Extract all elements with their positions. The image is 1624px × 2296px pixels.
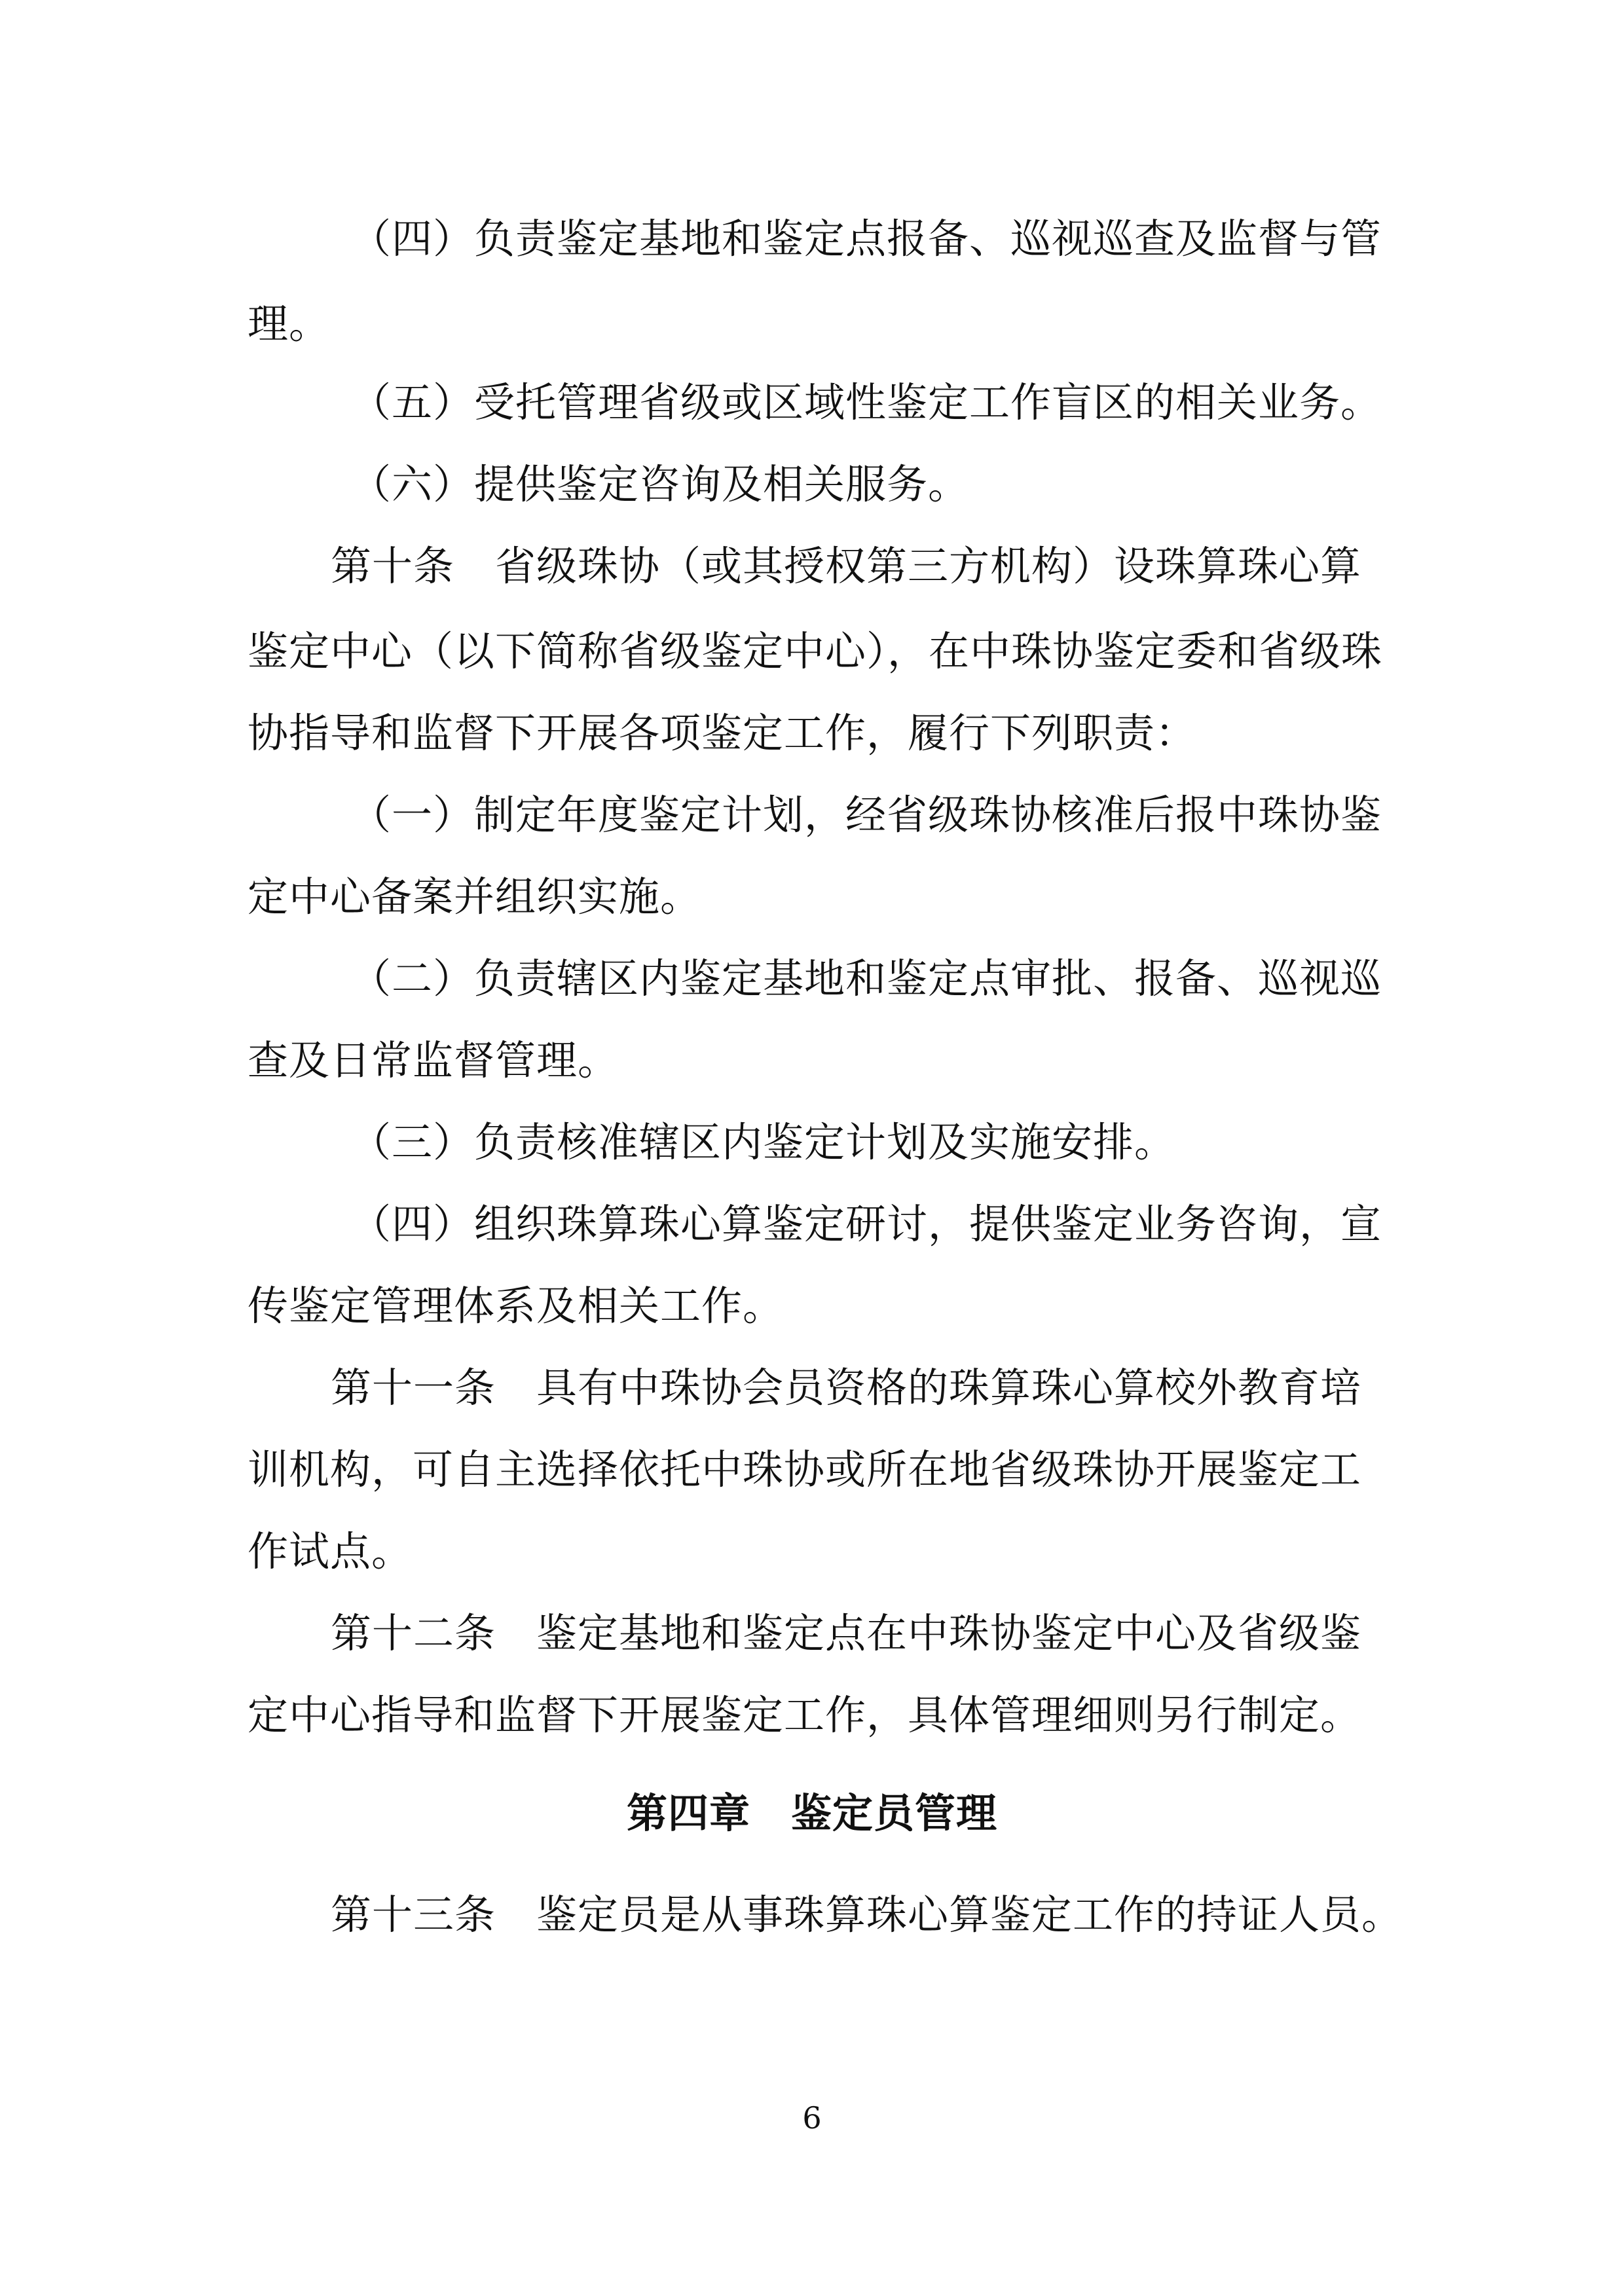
article-10-number: 第十条 <box>331 542 455 590</box>
text-line-9: 定中心备案并组织实施。 <box>248 873 702 920</box>
chapter-title: 鉴定员管理 <box>791 1789 998 1837</box>
article-12-line-1 <box>331 1588 1361 1679</box>
text-line-17: 作试点。 <box>248 1527 413 1575</box>
text-line-8: （一）制定年度鉴定计划，经省级珠协核准后报中珠协鉴 <box>350 791 1382 839</box>
article-11-number: 第十一条 <box>331 1364 496 1412</box>
text-line-6: 鉴定中心（以下简称省级鉴定中心），在中珠协鉴定委和省级珠 <box>248 627 1383 675</box>
text-line-3: （五）受托管理省级或区域性鉴定工作盲区的相关业务。 <box>350 378 1382 426</box>
chapter-heading <box>0 1768 1624 1859</box>
article-13-number: 第十三条 <box>331 1891 496 1939</box>
text-line-19: 定中心指导和监督下开展鉴定工作，具体管理细则另行制定。 <box>248 1691 1362 1739</box>
article-12-number: 第十二条 <box>331 1609 496 1657</box>
article-13-text: 鉴定员是从事珠算珠心算鉴定工作的持证人员。 <box>536 1891 1403 1939</box>
text-line-7: 协指导和监督下开展各项鉴定工作，履行下列职责： <box>248 709 1197 757</box>
text-line-12: （三）负责核准辖区内鉴定计划及实施安排。 <box>350 1118 1176 1166</box>
text-line-1: （四）负责鉴定基地和鉴定点报备、巡视巡查及监督与管 <box>350 215 1382 263</box>
chapter-number: 第四章 <box>626 1789 750 1837</box>
page-number: 6 <box>802 2100 822 2136</box>
text-line-16: 训机构，可自主选择依托中珠协或所在地省级珠协开展鉴定工 <box>248 1446 1362 1493</box>
text-line-11: 查及日常监督管理。 <box>248 1036 619 1084</box>
text-line-2: 理。 <box>248 300 331 348</box>
article-12-text: 鉴定基地和鉴定点在中珠协鉴定中心及省级鉴 <box>536 1609 1362 1657</box>
article-11-line-1 <box>331 1342 1361 1434</box>
article-13-line-1 <box>331 1869 1403 1961</box>
text-line-10: （二）负责辖区内鉴定基地和鉴定点审批、报备、巡视巡 <box>350 955 1382 1002</box>
article-10-line-1 <box>331 520 1361 612</box>
text-line-4: （六）提供鉴定咨询及相关服务。 <box>350 460 970 508</box>
article-10-text: 省级珠协（或其授权第三方机构）设珠算珠心算 <box>495 542 1362 590</box>
text-line-14: 传鉴定管理体系及相关工作。 <box>248 1282 784 1330</box>
article-11-text: 具有中珠协会员资格的珠算珠心算校外教育培 <box>536 1364 1362 1412</box>
text-line-13: （四）组织珠算珠心算鉴定研讨，提供鉴定业务咨询，宣 <box>350 1200 1382 1248</box>
